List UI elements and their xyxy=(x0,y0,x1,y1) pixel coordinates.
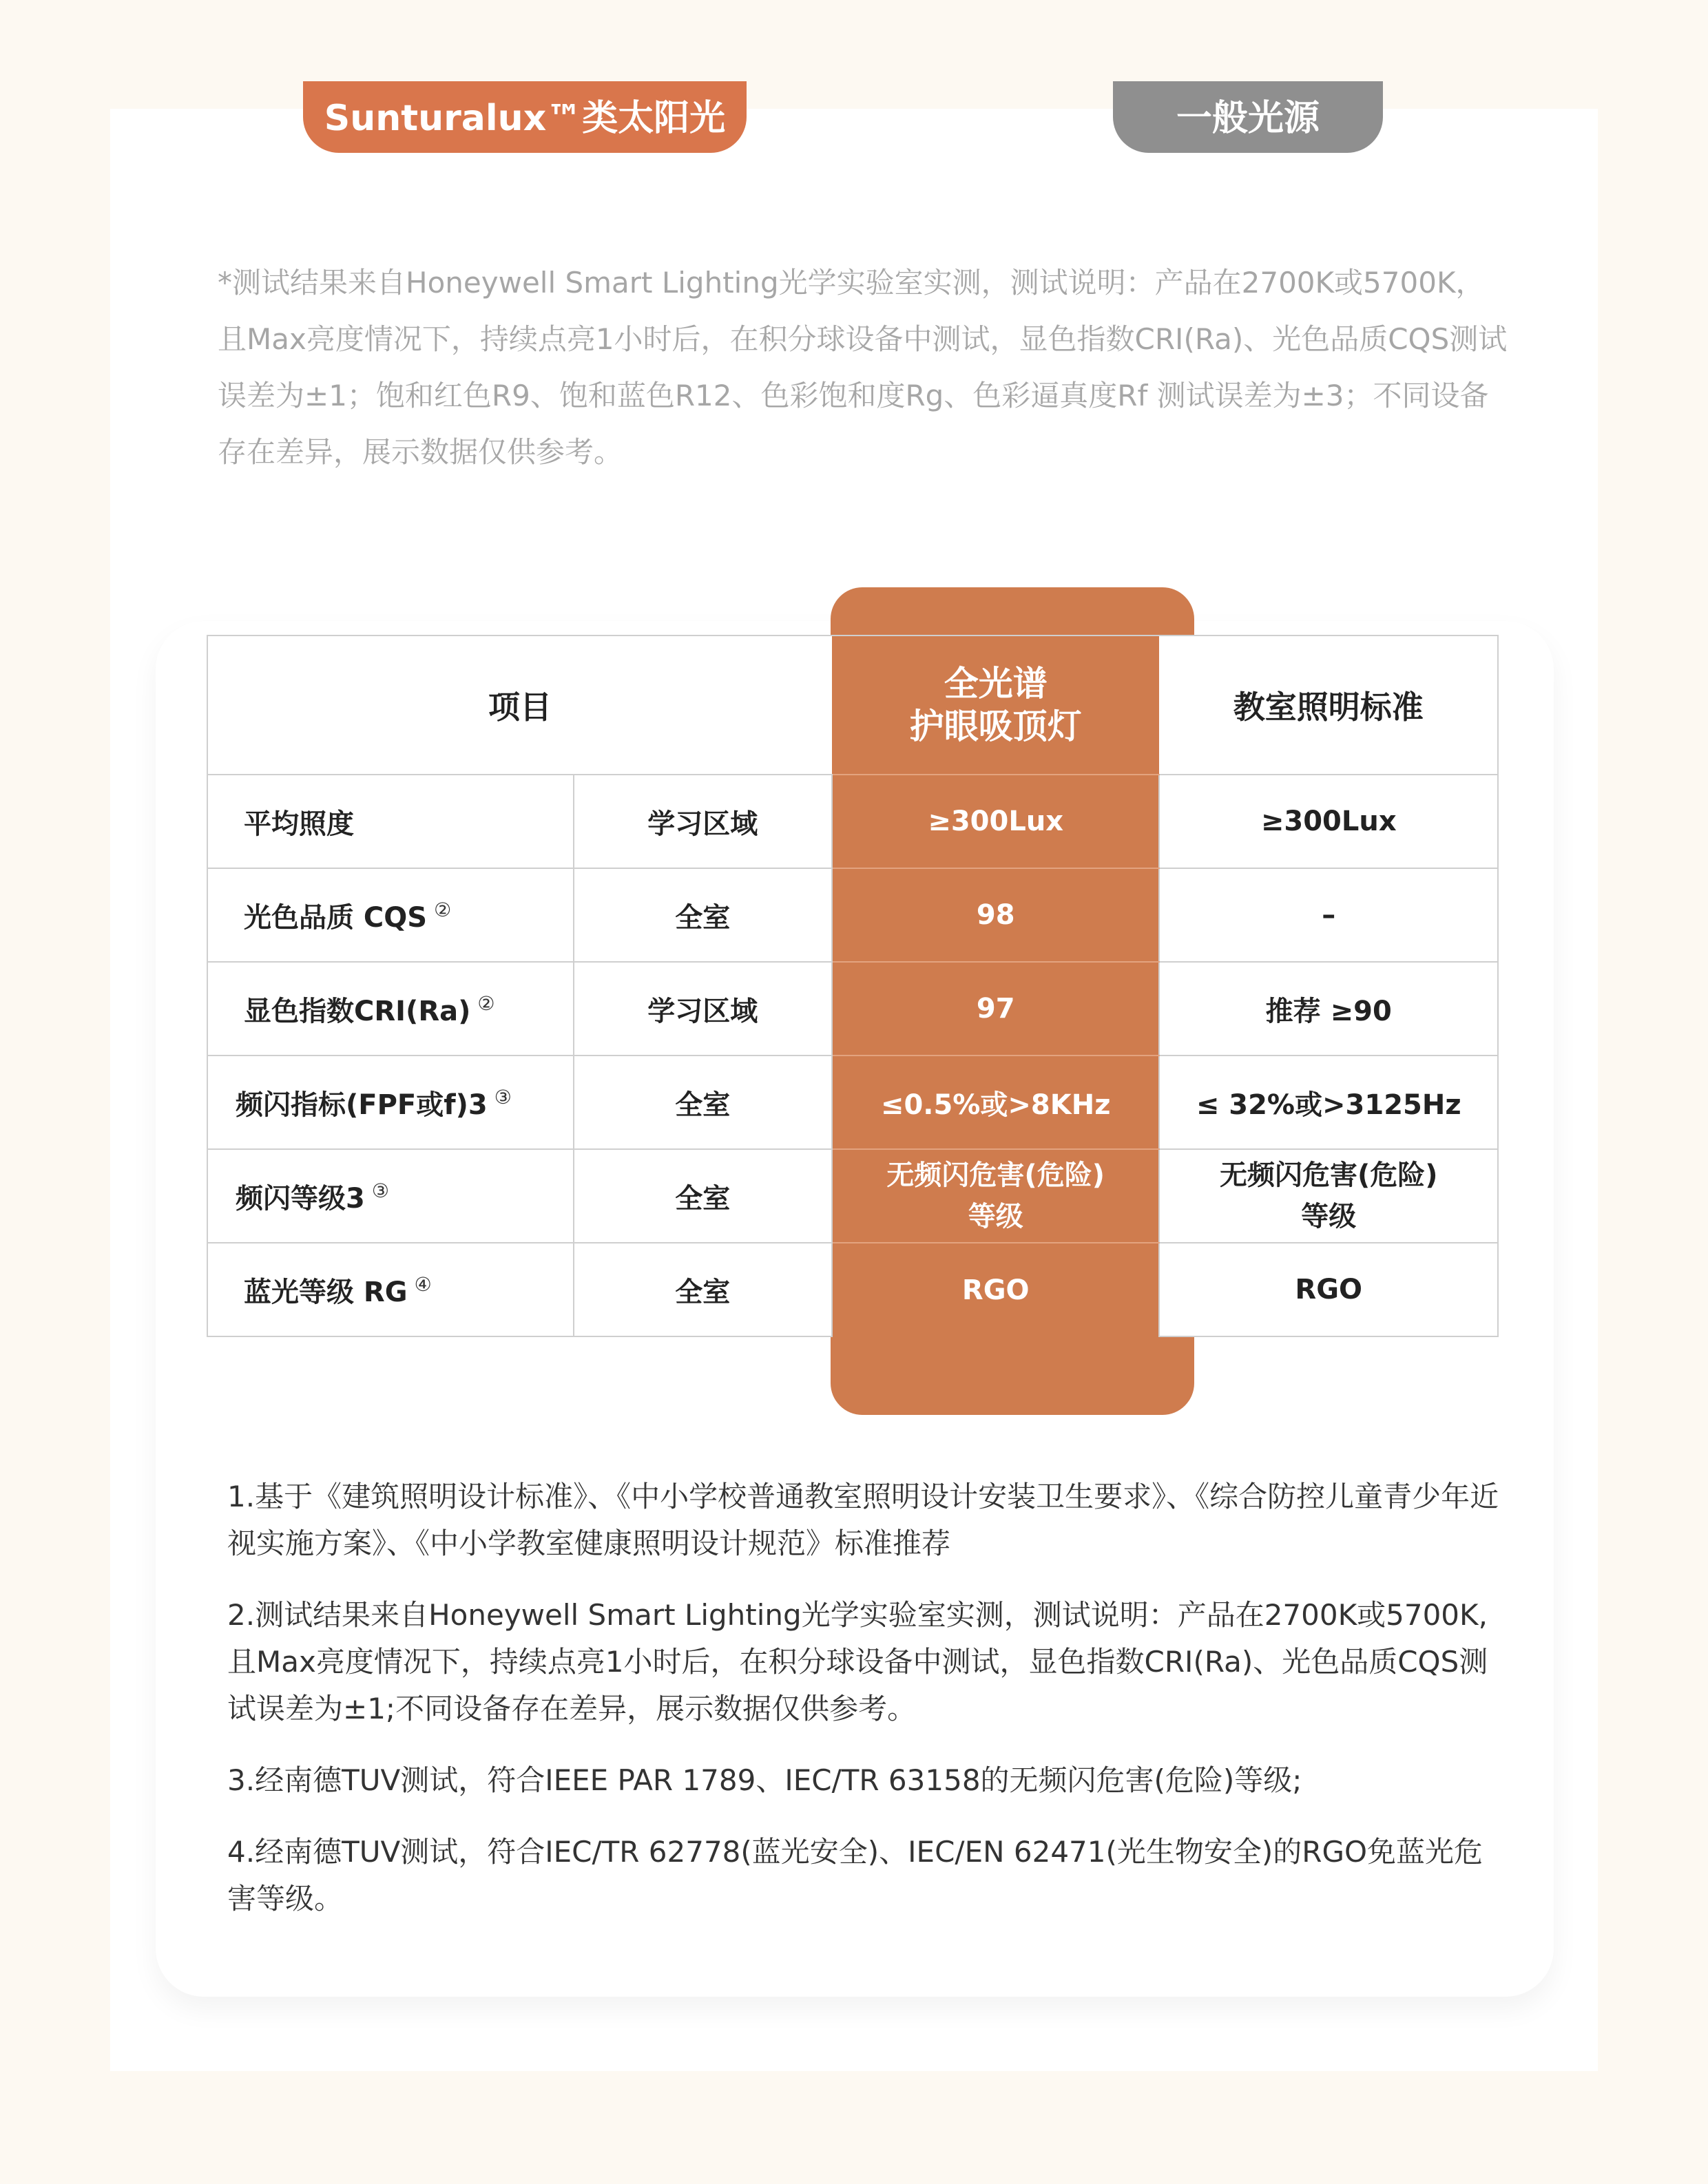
header-item: 项目 xyxy=(207,636,832,775)
footnote-4: 4.经南德TUV测试，符合IEC/TR 62778(蓝光安全)、IEC/EN 62471(光生物安全)的RGO免蓝光危害等级。 xyxy=(227,1835,1483,1915)
footnote-2: 2.测试结果来自Honeywell Smart Lighting光学实验室实测，测试说明：产品在2700K或5700K,且Max亮度情况下，持续点亮1小时后，在积分球设备中测试，显色指数CRI(Ra)、光色品质CQS测试误差为±1;不同设备存在差异，展示数据仅供参考。 xyxy=(227,1598,1488,1725)
row-area: 全室 xyxy=(574,1056,832,1149)
row-standard-value: 无频闪危害(危险) 等级 xyxy=(1159,1149,1498,1243)
row-product-value: 97 xyxy=(832,962,1160,1056)
row-item: 光色品质 CQS ② xyxy=(207,868,574,962)
table-row xyxy=(207,1243,1498,1336)
row-product-value: ≤0.5%或>8KHz xyxy=(832,1056,1160,1149)
general-light-label-pill xyxy=(1113,81,1383,153)
row-standard-value: ≥300Lux xyxy=(1159,775,1498,868)
footnote-ref: ③ xyxy=(494,1086,512,1109)
row-area: 全室 xyxy=(574,1149,832,1243)
row-standard-value: – xyxy=(1159,868,1498,962)
general-light-label-text: 一般光源 xyxy=(1176,98,1320,139)
row-product-value: 98 xyxy=(832,868,1160,962)
row-area: 全室 xyxy=(574,1243,832,1336)
row-product-value: ≥300Lux xyxy=(832,775,1160,868)
footnote-1: 1.基于《建筑照明设计标准》、《中小学校普通教室照明设计安装卫生要求》、《综合防控儿童青少年近视实施方案》、《中小学教室健康照明设计规范》标准推荐 xyxy=(227,1480,1499,1560)
row-standard-value: RGO xyxy=(1159,1243,1498,1336)
row-item: 平均照度 xyxy=(207,775,574,868)
row-item: 显色指数CRI(Ra) ② xyxy=(207,962,574,1056)
table-row xyxy=(207,868,1498,962)
table-header-row xyxy=(207,636,1498,775)
table-row xyxy=(207,1149,1498,1243)
comparison-table xyxy=(207,635,1499,1337)
table-row xyxy=(207,962,1498,1056)
test-note: *测试结果来自Honeywell Smart Lighting光学实验室实测，测试说明：产品在2700K或5700K，且Max亮度情况下，持续点亮1小时后，在积分球设备中测试，显色指数CRI(Ra)、光色品质CQS测试误差为±1；饱和红色R9、饱和蓝色R12、色彩饱和度Rg、色彩逼真度Rf 测试误差为±3；不同设备存在差异，展示数据仅供参考。 xyxy=(218,266,1508,469)
table-row xyxy=(207,775,1498,868)
row-item: 频闪指标(FPF或f)3 ③ xyxy=(207,1056,574,1149)
footnotes xyxy=(227,1473,1508,1947)
footnote-3: 3.经南德TUV测试，符合IEEE PAR 1789、IEC/TR 63158的无频闪危害(危险)等级; xyxy=(227,1763,1302,1797)
row-item: 蓝光等级 RG ④ xyxy=(207,1243,574,1336)
row-area: 全室 xyxy=(574,868,832,962)
footnote-ref: ③ xyxy=(371,1179,389,1203)
table-row xyxy=(207,1056,1498,1149)
row-area: 学习区域 xyxy=(574,775,832,868)
row-product-value: 无频闪危害(危险) 等级 xyxy=(832,1149,1160,1243)
footnote-ref: ② xyxy=(477,992,495,1016)
row-standard-value: 推荐 ≥90 xyxy=(1159,962,1498,1056)
brand-label-text: Sunturalux™类太阳光 xyxy=(324,98,726,139)
brand-label-pill xyxy=(303,81,747,153)
row-standard-value: ≤ 32%或>3125Hz xyxy=(1159,1056,1498,1149)
row-product-value: RGO xyxy=(832,1243,1160,1336)
footnote-ref: ④ xyxy=(414,1273,432,1296)
header-standard: 教室照明标准 xyxy=(1159,636,1498,775)
header-product: 全光谱 护眼吸顶灯 xyxy=(832,636,1160,775)
row-item: 频闪等级3 ③ xyxy=(207,1149,574,1243)
footnote-ref: ② xyxy=(434,899,452,922)
row-area: 学习区域 xyxy=(574,962,832,1056)
